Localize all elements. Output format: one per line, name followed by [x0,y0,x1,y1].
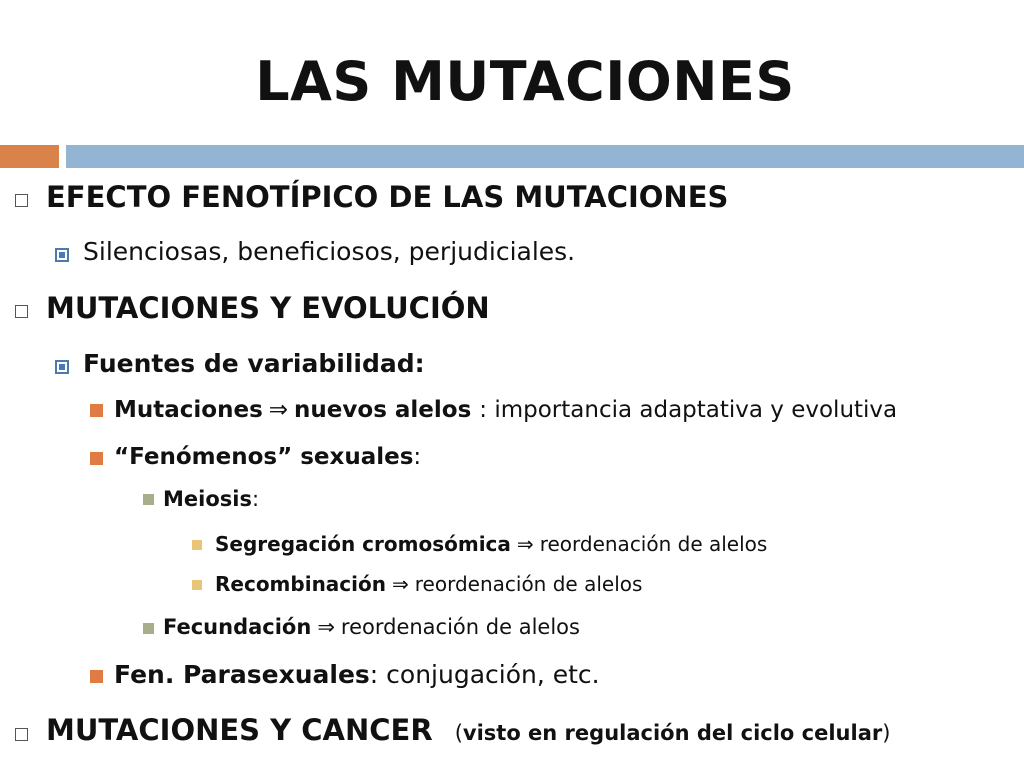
implies-arrow-icon: ⇒ [317,615,335,639]
accent-bar-orange [0,145,59,168]
implies-arrow-icon: ⇒ [516,532,534,556]
item-meiosis [163,487,259,511]
item-fuentes-variabilidad [83,349,425,378]
slide-title: LAS MUTACIONES [255,50,795,113]
item-silenciosas [83,237,575,266]
accent-bar-blue [66,145,1024,168]
heading-note-open: ( [454,721,463,745]
item-text: : conjugación, etc. [369,660,600,689]
heading-text: MUTACIONES Y CANCER [46,713,433,747]
item-text: reordenación de alelos [414,572,643,596]
item-bold-text: “Fenómenos” sexuales [114,444,414,470]
square-bullet-icon [143,623,154,634]
item-text: reordenación de alelos [340,615,580,639]
square-bullet-icon [90,452,103,465]
square-bullet-icon [90,404,103,417]
item-bold-text: Recombinación [215,572,386,596]
item-text: Fuentes de variabilidad: [83,349,425,378]
square-outline-bullet-icon [15,305,28,318]
item-text: : [413,444,422,470]
item-bold-text: Fecundación [163,615,312,639]
item-bold-text: Mutaciones [114,397,263,423]
item-text: reordenación de alelos [539,532,768,556]
item-segregacion [215,532,767,556]
square-bullet-icon [192,580,202,590]
item-mutaciones-alelos [114,397,897,423]
implies-arrow-icon: ⇒ [392,572,409,596]
square-bullet-icon [143,494,154,505]
item-text: : [251,487,260,511]
item-fecundacion [163,615,580,639]
heading-note-text: visto en regulación del ciclo celular [462,721,883,745]
implies-arrow-icon: ⇒ [268,397,289,423]
square-filled-bullet-icon [55,360,69,374]
heading-text: EFECTO FENOTÍPICO DE LAS MUTACIONES [46,180,729,214]
square-filled-bullet-icon [55,248,69,262]
heading-mutaciones-evolucion [46,291,490,325]
heading-efecto-fenotipico [46,180,728,214]
square-outline-bullet-icon [15,194,28,207]
item-parasexuales [114,660,600,689]
heading-mutaciones-cancer [46,713,890,747]
heading-text: MUTACIONES Y EVOLUCIÓN [46,291,490,325]
heading-note-close: ) [882,721,891,745]
item-bold-text: Fen. Parasexuales [114,660,370,689]
item-fenomenos-sexuales [114,444,421,470]
square-outline-bullet-icon [15,728,28,741]
item-recombinacion [215,572,642,596]
item-bold-text: Meiosis [163,487,252,511]
square-bullet-icon [192,540,202,550]
item-text: : importancia adaptativa y evolutiva [479,397,898,423]
item-text: Silenciosas, beneficiosos, perjudiciales. [83,237,576,266]
item-bold-text: Segregación cromosómica [215,532,511,556]
item-bold-text: nuevos alelos [294,397,472,423]
square-bullet-icon [90,670,103,683]
